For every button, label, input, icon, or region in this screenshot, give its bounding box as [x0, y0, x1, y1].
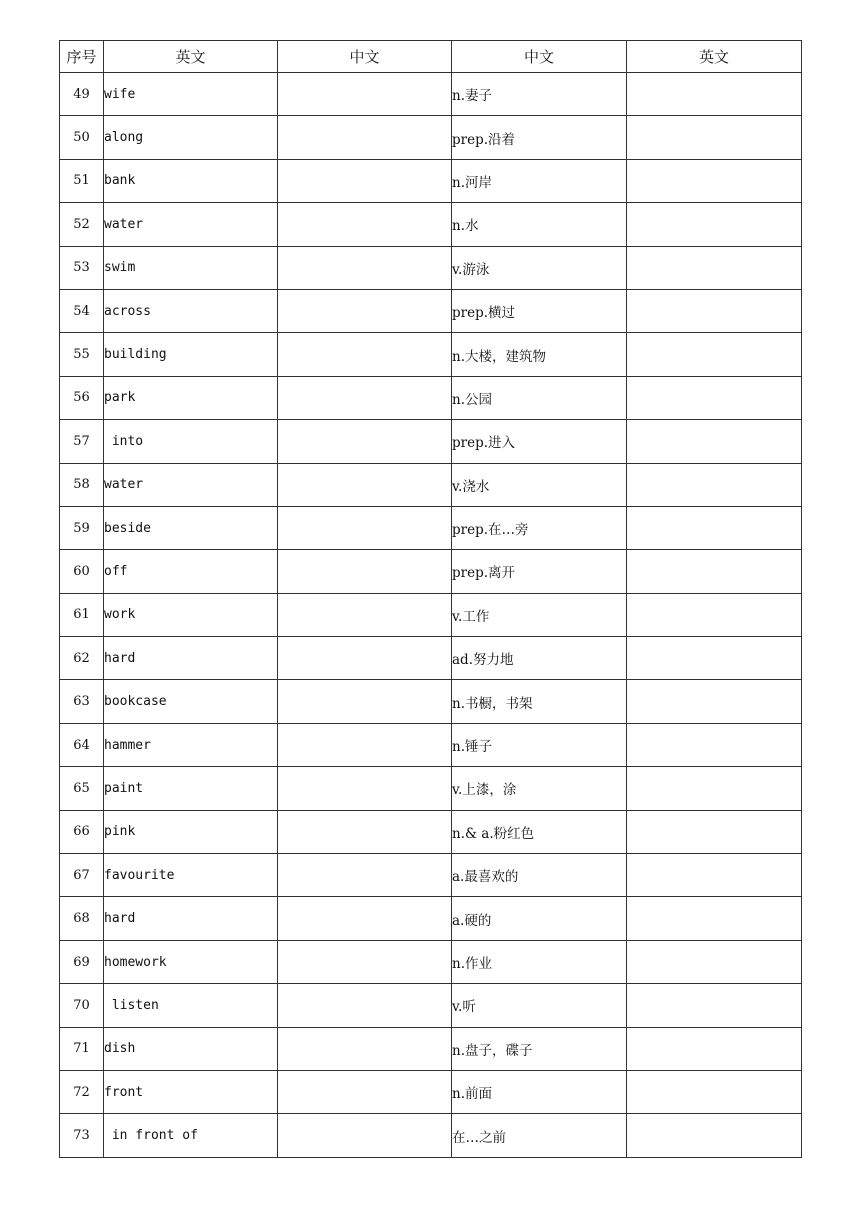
english-answer-blank	[627, 246, 802, 289]
english-word: park	[104, 376, 278, 419]
chinese-meaning: a.硬的	[452, 897, 627, 940]
table-row	[60, 246, 802, 289]
table-row	[60, 506, 802, 549]
chinese-meaning: prep.离开	[452, 550, 627, 593]
chinese-meaning: n.锤子	[452, 723, 627, 766]
table-row	[60, 1027, 802, 1070]
english-word: wife	[104, 73, 278, 116]
row-number: 59	[60, 506, 104, 549]
row-number: 63	[60, 680, 104, 723]
table-row	[60, 723, 802, 766]
chinese-meaning: n.公园	[452, 376, 627, 419]
chinese-meaning: v.浇水	[452, 463, 627, 506]
row-number: 66	[60, 810, 104, 853]
row-number: 70	[60, 984, 104, 1027]
chinese-meaning: n.前面	[452, 1070, 627, 1113]
table-row	[60, 897, 802, 940]
english-answer-blank	[627, 1114, 802, 1157]
english-word: into	[104, 420, 278, 463]
table-row	[60, 1114, 802, 1157]
row-number: 71	[60, 1027, 104, 1070]
chinese-meaning: v.听	[452, 984, 627, 1027]
english-answer-blank	[627, 897, 802, 940]
row-number: 57	[60, 420, 104, 463]
table-row	[60, 593, 802, 636]
chinese-meaning: n.妻子	[452, 73, 627, 116]
english-word: beside	[104, 506, 278, 549]
english-word: hard	[104, 897, 278, 940]
row-number: 61	[60, 593, 104, 636]
english-answer-blank	[627, 984, 802, 1027]
chinese-meaning: n.作业	[452, 940, 627, 983]
header-chinese-blank: 中文	[278, 41, 452, 73]
row-number: 73	[60, 1114, 104, 1157]
header-english-blank: 英文	[627, 41, 802, 73]
chinese-answer-blank	[278, 420, 452, 463]
chinese-meaning: n.盘子，碟子	[452, 1027, 627, 1070]
english-answer-blank	[627, 506, 802, 549]
row-number: 64	[60, 723, 104, 766]
header-num: 序号	[60, 41, 104, 73]
english-word: off	[104, 550, 278, 593]
chinese-answer-blank	[278, 767, 452, 810]
chinese-meaning: v.游泳	[452, 246, 627, 289]
chinese-answer-blank	[278, 810, 452, 853]
chinese-answer-blank	[278, 73, 452, 116]
chinese-answer-blank	[278, 376, 452, 419]
table-body	[60, 73, 802, 1158]
english-word: favourite	[104, 854, 278, 897]
chinese-answer-blank	[278, 333, 452, 376]
chinese-answer-blank	[278, 550, 452, 593]
chinese-answer-blank	[278, 593, 452, 636]
header-english: 英文	[104, 41, 278, 73]
english-answer-blank	[627, 376, 802, 419]
english-answer-blank	[627, 767, 802, 810]
chinese-meaning: n.水	[452, 203, 627, 246]
chinese-answer-blank	[278, 159, 452, 202]
english-answer-blank	[627, 420, 802, 463]
chinese-answer-blank	[278, 940, 452, 983]
chinese-meaning: a.最喜欢的	[452, 854, 627, 897]
row-number: 55	[60, 333, 104, 376]
english-word: homework	[104, 940, 278, 983]
english-answer-blank	[627, 73, 802, 116]
chinese-meaning: 在…之前	[452, 1114, 627, 1157]
english-answer-blank	[627, 116, 802, 159]
english-word: swim	[104, 246, 278, 289]
english-word: water	[104, 463, 278, 506]
english-answer-blank	[627, 159, 802, 202]
chinese-meaning: n.& a.粉红色	[452, 810, 627, 853]
table-row	[60, 984, 802, 1027]
row-number: 51	[60, 159, 104, 202]
chinese-answer-blank	[278, 984, 452, 1027]
english-answer-blank	[627, 593, 802, 636]
chinese-meaning: prep.沿着	[452, 116, 627, 159]
english-word: across	[104, 289, 278, 332]
chinese-answer-blank	[278, 1070, 452, 1113]
english-answer-blank	[627, 680, 802, 723]
chinese-answer-blank	[278, 897, 452, 940]
english-word: in front of	[104, 1114, 278, 1157]
english-answer-blank	[627, 1027, 802, 1070]
english-answer-blank	[627, 333, 802, 376]
english-answer-blank	[627, 550, 802, 593]
chinese-meaning: ad.努力地	[452, 637, 627, 680]
english-word: building	[104, 333, 278, 376]
chinese-meaning: n.大楼，建筑物	[452, 333, 627, 376]
chinese-answer-blank	[278, 1027, 452, 1070]
table-row	[60, 73, 802, 116]
chinese-answer-blank	[278, 723, 452, 766]
row-number: 52	[60, 203, 104, 246]
english-answer-blank	[627, 463, 802, 506]
chinese-meaning: prep.进入	[452, 420, 627, 463]
header-chinese: 中文	[452, 41, 627, 73]
table-row	[60, 767, 802, 810]
chinese-answer-blank	[278, 854, 452, 897]
english-word: hammer	[104, 723, 278, 766]
english-word: hard	[104, 637, 278, 680]
english-word: bank	[104, 159, 278, 202]
chinese-answer-blank	[278, 637, 452, 680]
english-word: dish	[104, 1027, 278, 1070]
row-number: 58	[60, 463, 104, 506]
chinese-answer-blank	[278, 1114, 452, 1157]
table-row	[60, 637, 802, 680]
table-row	[60, 810, 802, 853]
english-word: work	[104, 593, 278, 636]
row-number: 53	[60, 246, 104, 289]
chinese-answer-blank	[278, 680, 452, 723]
table-row	[60, 289, 802, 332]
row-number: 69	[60, 940, 104, 983]
table-row	[60, 1070, 802, 1113]
english-word: listen	[104, 984, 278, 1027]
english-answer-blank	[627, 203, 802, 246]
chinese-answer-blank	[278, 506, 452, 549]
chinese-answer-blank	[278, 289, 452, 332]
chinese-meaning: prep.在…旁	[452, 506, 627, 549]
chinese-answer-blank	[278, 246, 452, 289]
english-word: along	[104, 116, 278, 159]
table-row	[60, 550, 802, 593]
table-row	[60, 116, 802, 159]
row-number: 65	[60, 767, 104, 810]
table-row	[60, 159, 802, 202]
english-word: front	[104, 1070, 278, 1113]
english-word: bookcase	[104, 680, 278, 723]
chinese-meaning: v.上漆，涂	[452, 767, 627, 810]
english-answer-blank	[627, 289, 802, 332]
chinese-meaning: prep.横过	[452, 289, 627, 332]
vocabulary-table	[59, 40, 802, 1158]
table-row	[60, 854, 802, 897]
chinese-meaning: n.书橱，书架	[452, 680, 627, 723]
english-answer-blank	[627, 940, 802, 983]
row-number: 72	[60, 1070, 104, 1113]
chinese-answer-blank	[278, 116, 452, 159]
english-answer-blank	[627, 637, 802, 680]
english-answer-blank	[627, 723, 802, 766]
english-answer-blank	[627, 854, 802, 897]
chinese-meaning: v.工作	[452, 593, 627, 636]
table-row	[60, 680, 802, 723]
english-word: pink	[104, 810, 278, 853]
chinese-answer-blank	[278, 203, 452, 246]
table-row	[60, 940, 802, 983]
row-number: 49	[60, 73, 104, 116]
table-row	[60, 420, 802, 463]
row-number: 62	[60, 637, 104, 680]
english-word: water	[104, 203, 278, 246]
chinese-meaning: n.河岸	[452, 159, 627, 202]
row-number: 56	[60, 376, 104, 419]
table-row	[60, 203, 802, 246]
english-answer-blank	[627, 810, 802, 853]
header-row	[60, 41, 802, 73]
english-answer-blank	[627, 1070, 802, 1113]
row-number: 67	[60, 854, 104, 897]
row-number: 60	[60, 550, 104, 593]
row-number: 50	[60, 116, 104, 159]
row-number: 68	[60, 897, 104, 940]
row-number: 54	[60, 289, 104, 332]
table-row	[60, 333, 802, 376]
table-row	[60, 463, 802, 506]
table-row	[60, 376, 802, 419]
english-word: paint	[104, 767, 278, 810]
chinese-answer-blank	[278, 463, 452, 506]
